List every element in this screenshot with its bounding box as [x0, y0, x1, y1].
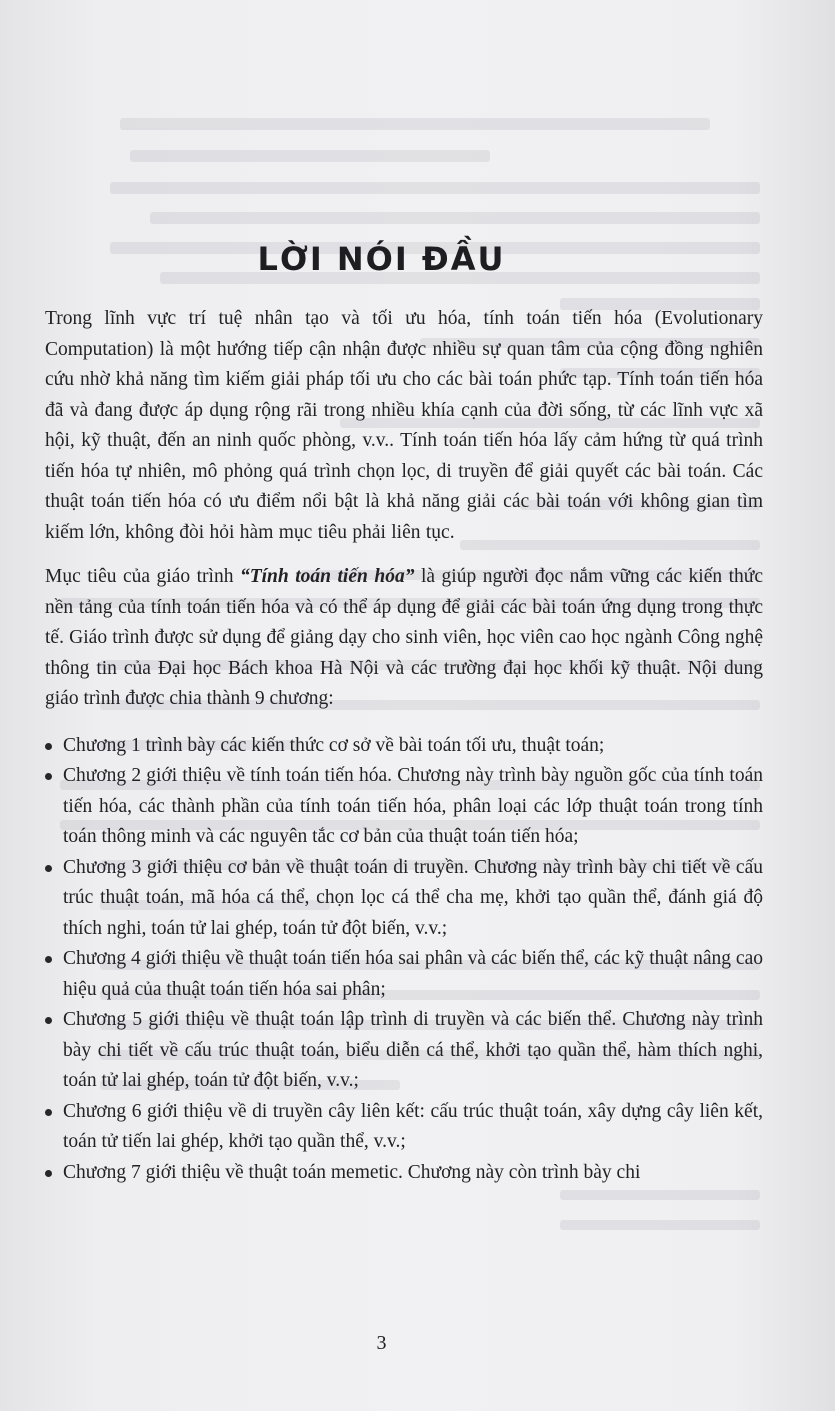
- list-item: [45, 853, 763, 945]
- list-item: [45, 1005, 763, 1097]
- bullet-icon: [45, 1109, 52, 1116]
- book-title-emphasis: “Tính toán tiến hóa”: [239, 566, 415, 587]
- bullet-icon: [45, 956, 52, 963]
- chapter-text: Chương 7 giới thiệu về thuật toán memetic. Chương này còn trình bày chi: [63, 1161, 641, 1183]
- list-item: [45, 944, 763, 1005]
- bullet-icon: [45, 743, 52, 750]
- list-item: [45, 731, 763, 762]
- list-item: [45, 1158, 763, 1189]
- objective-text-before: Mục tiêu của giáo trình: [45, 566, 240, 587]
- chapter-text: Chương 1 trình bày các kiến thức cơ sở về bài toán tối ưu, thuật toán;: [63, 734, 605, 756]
- chapter-text: Chương 6 giới thiệu về di truyền cây liên kết: cấu trúc thuật toán, xây dựng cây liên kết, toán tử tiến lai ghép, khởi tạo quần thể, v.v.;: [63, 1100, 763, 1152]
- bullet-icon: [45, 865, 52, 872]
- chapter-text: Chương 5 giới thiệu về thuật toán lập trình di truyền và các biến thể. Chương này trình bày chi tiết về cấu trúc thuật toán, biểu diễn cá thể, khởi tạo quần thể, hàm thích nghi, toán tử lai ghép, toán tử đột biến, v.v.;: [63, 1009, 763, 1091]
- page-body: [45, 304, 763, 1188]
- objective-text-after: là giúp người đọc nắm vững các kiến thức nền tảng của tính toán tiến hóa và có thể áp dụng để giải các bài toán ứng dụng trong thực tế. Giáo trình được sử dụng để giảng dạy cho sinh viên, học viên cao học ngành Công nghệ thông tin của Đại học Bách khoa Hà Nội và các trường đại học khối kỹ thuật. Nội dung giáo trình được chia thành 9 chương:: [45, 566, 764, 709]
- paragraph-objective: [45, 562, 763, 715]
- list-item: [45, 761, 763, 853]
- page-number: 3: [376, 1332, 387, 1354]
- chapter-text: Chương 2 giới thiệu về tính toán tiến hóa. Chương này trình bày nguồn gốc của tính toán tiến hóa, các thành phần của tính toán tiến hóa, phân loại các lớp thuật toán trong tính toán thông minh và các nguyên tắc cơ bản của thuật toán tiến hóa;: [63, 765, 763, 847]
- bullet-icon: [45, 1170, 52, 1177]
- page-title: LỜI NÓI ĐẦU: [257, 240, 506, 278]
- chapter-text: Chương 4 giới thiệu về thuật toán tiến hóa sai phân và các biến thể, các kỹ thuật nâng cao hiệu quả của thuật toán tiến hóa sai phân;: [63, 948, 763, 1000]
- chapter-list: [45, 731, 763, 1189]
- bullet-icon: [45, 773, 52, 780]
- bullet-icon: [45, 1017, 52, 1024]
- paragraph-intro: Trong lĩnh vực trí tuệ nhân tạo và tối ưu hóa, tính toán tiến hóa (Evolutionary Computation) là một hướng tiếp cận nhận được nhiều sự quan tâm của cộng đồng nghiên cứu nhờ khả năng tìm kiếm giải pháp tối ưu cho các bài toán phức tạp. Tính toán tiến hóa đã và đang được áp dụng rộng rãi trong nhiều khía cạnh của đời sống, từ các lĩnh vực xã hội, kỹ thuật, đến an ninh quốc phòng, v.v.. Tính toán tiến hóa lấy cảm hứng từ quá trình tiến hóa tự nhiên, mô phỏng quá trình chọn lọc, di truyền để giải quyết các bài toán. Các thuật toán tiến hóa có ưu điểm nổi bật là khả năng giải các bài toán với không gian tìm kiếm lớn, không đòi hỏi hàm mục tiêu phải liên tục.: [45, 308, 763, 543]
- chapter-text: Chương 3 giới thiệu cơ bản về thuật toán di truyền. Chương này trình bày chi tiết về cấu trúc thuật toán, mã hóa cá thể, chọn lọc cá thể cha mẹ, khởi tạo quần thể, đánh giá độ thích nghi, toán tử lai ghép, toán tử đột biến, v.v.;: [63, 856, 763, 939]
- list-item: [45, 1097, 763, 1158]
